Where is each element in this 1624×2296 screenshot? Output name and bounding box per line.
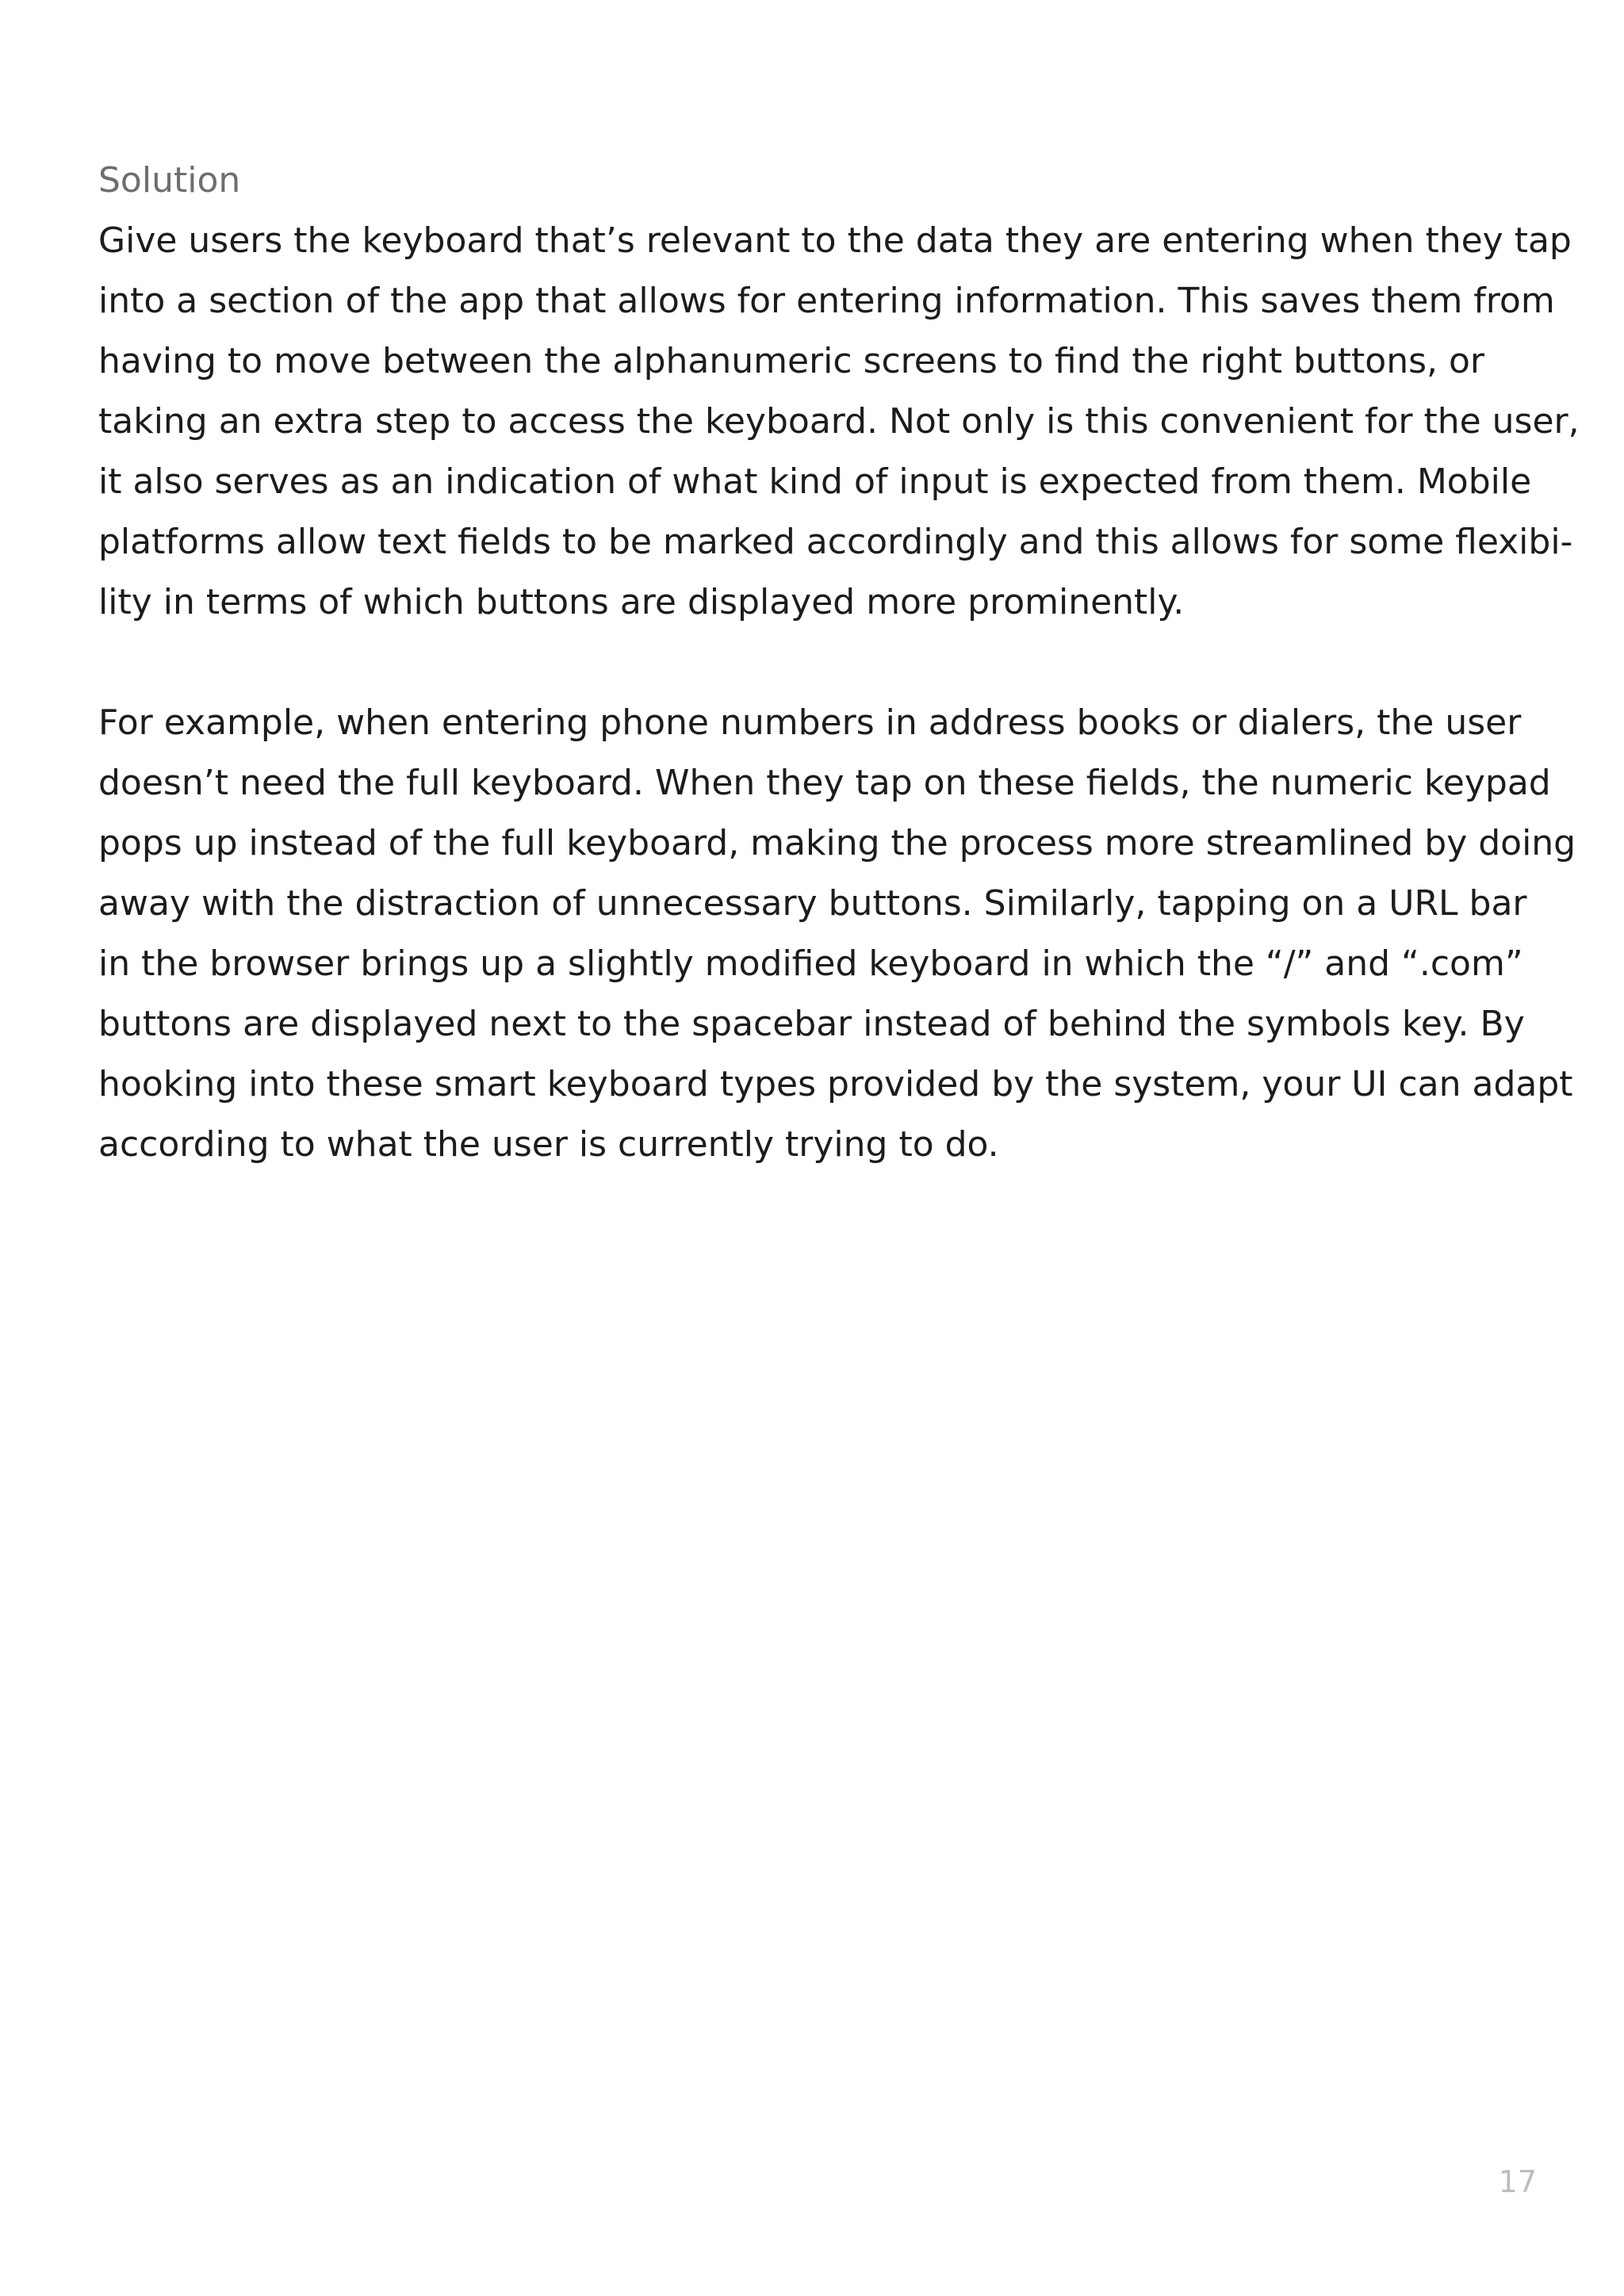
paragraph-line: away with the distraction of unnecessary buttons. Similarly, tapping on a URL bar [98,883,1527,924]
paragraph-line: doesn’t need the full keyboard. When they tap on these fields, the numeric keypad [98,763,1551,803]
page-number: 17 [1498,2164,1537,2199]
section-heading: Solution [98,160,241,201]
page-content [98,151,1580,1175]
paragraph-line: into a section of the app that allows for entering information. This saves them from [98,281,1555,321]
paragraph-spacer [98,633,1542,693]
paragraph-line: buttons are displayed next to the spacebar instead of behind the symbols key. By [98,1004,1525,1044]
paragraph-line: taking an extra step to access the keyboard. Not only is this convenient for the user, [98,401,1580,442]
paragraph-line: having to move between the alphanumeric screens to find the right buttons, or [98,341,1485,381]
paragraph-line: lity in terms of which buttons are displayed more prominently. [98,582,1185,622]
paragraph-line: in the browser brings up a slightly modified keyboard in which the “/” and “.com” [98,943,1523,984]
paragraph-line: according to what the user is currently trying to do. [98,1124,999,1165]
paragraph-line: it also serves as an indication of what kind of input is expected from them. Mobile [98,461,1532,502]
paragraph-line: For example, when entering phone numbers in address books or dialers, the user [98,702,1522,743]
paragraph-1 [98,211,1580,633]
paragraph-2 [98,693,1576,1175]
paragraph-line: platforms allow text fields to be marked accordingly and this allows for some flexibi- [98,522,1573,562]
paragraph-line: hooking into these smart keyboard types provided by the system, your UI can adapt [98,1064,1573,1104]
paragraph-line: pops up instead of the full keyboard, making the process more streamlined by doing [98,823,1576,863]
paragraph-line: Give users the keyboard that’s relevant to the data they are entering when they tap [98,220,1572,261]
